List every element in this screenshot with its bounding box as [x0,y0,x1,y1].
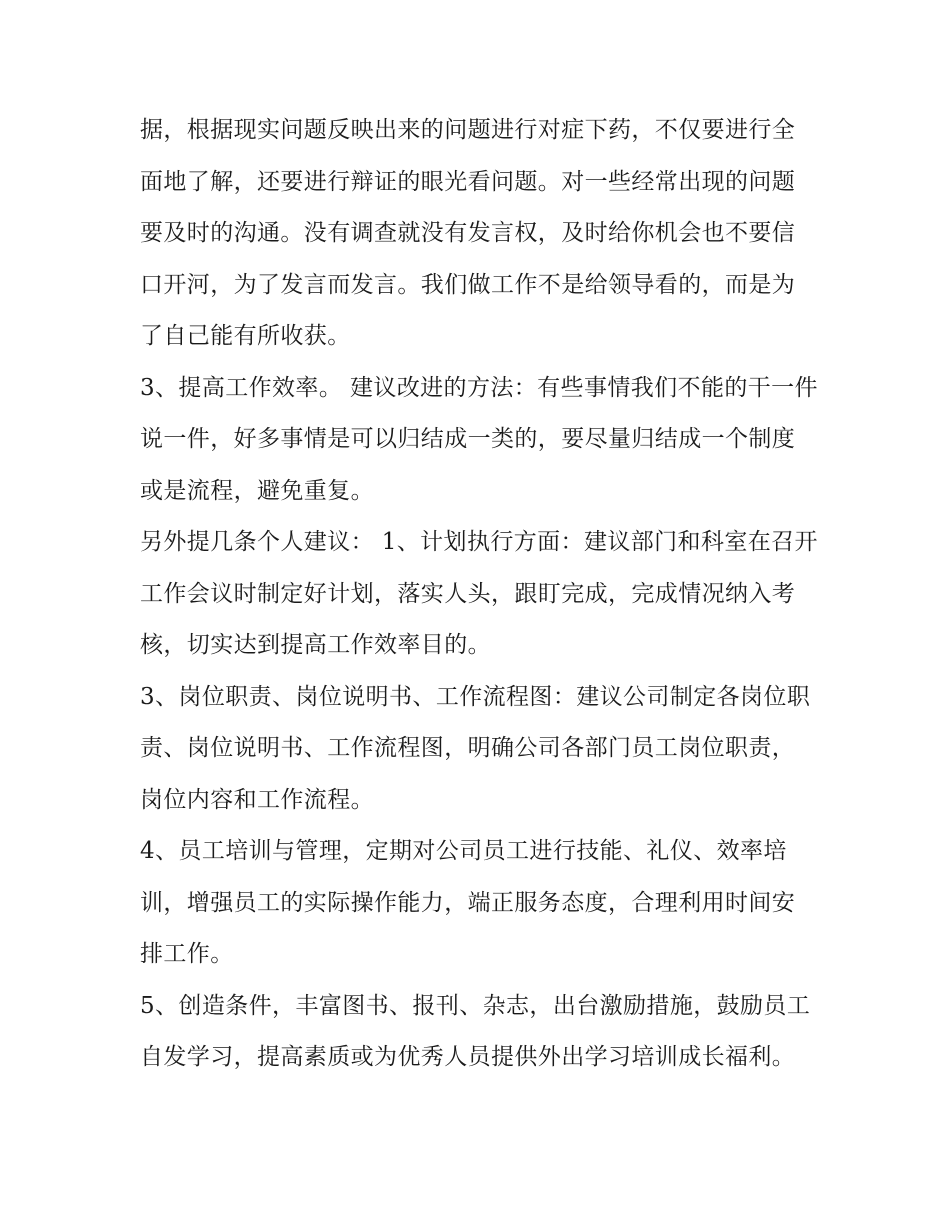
paragraph-item-3-job-duties: 3、岗位职责、岗位说明书、工作流程图：建议公司制定各岗位职责、岗位说明书、工作流程图，明确公司各部门员工岗位职责，岗位内容和工作流程。 [140,683,811,813]
paragraph-continuation: 据，根据现实问题反映出来的问题进行对症下药，不仅要进行全面地了解，还要进行辩证的眼光看问题。对一些经常出现的问题要及时的沟通。没有调查就没有发言权，及时给你机会也不要信口开河，为了发言而发言。我们做工作不是给领导看的，而是为了自己能有所收获。 [140,117,796,349]
document-body [140,105,818,1084]
paragraph-item-4-training: 4、员工培训与管理，定期对公司员工进行技能、礼仪、效率培训，增强员工的实际操作能力，端正服务态度，合理利用时间安排工作。 [140,838,796,967]
paragraph-item-5-conditions: 5、创造条件，丰富图书、报刊、杂志，出台激励措施，鼓励员工自发学习，提高素质或为优秀人员提供外出学习培训成长福利。 [140,992,811,1070]
paragraph-item-3-efficiency: 3、提高工作效率。 建议改进的方法：有些事情我们不能的干一件说一件，好多事情是可以归结成一类的，要尽量归结成一个制度或是流程，避免重复。 [140,374,818,504]
paragraph-personal-suggestions: 另外提几条个人建议： 1、计划执行方面：建议部门和科室在召开工作会议时制定好计划，落实人头，跟盯完成，完成情况纳入考核，切实达到提高工作效率目的。 [140,529,818,658]
